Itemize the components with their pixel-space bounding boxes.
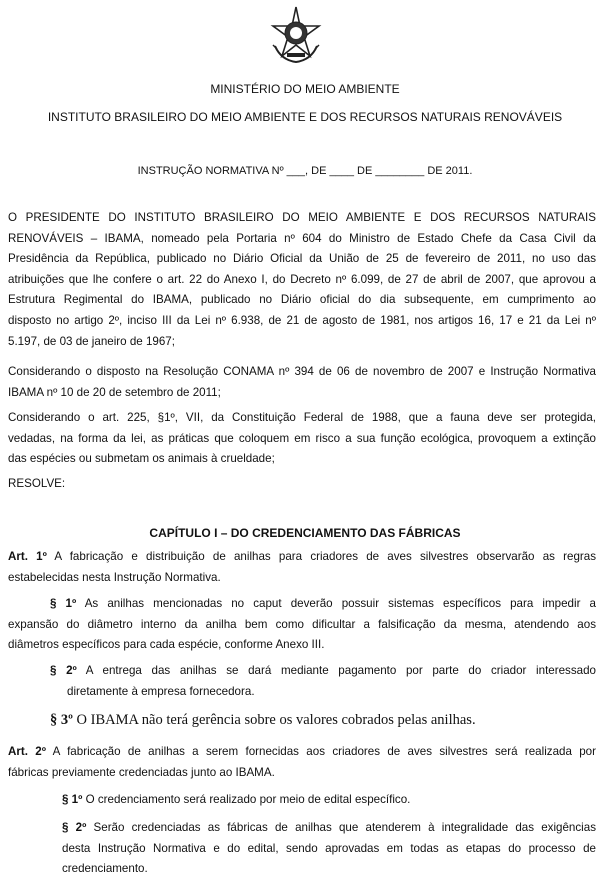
paragraph-label: § 1º	[50, 597, 77, 610]
text-line: IBAMA nº 10 de 20 de setembro de 2011;	[8, 385, 221, 399]
text-line: diâmetros específicos para cada espécie, conforme Anexo III.	[8, 638, 325, 652]
text-line: 5.197, de 03 de janeiro de 1967;	[8, 334, 175, 348]
text-line: Estrutura Regimental do IBAMA, publicado no Diário oficial do dia subsequente, em cumprimento ao	[8, 293, 596, 307]
text-line: RENOVÁVEIS – IBAMA, nomeado pela Portaria nº 604 do Ministro de Estado Chefe da Casa Civil da	[8, 231, 596, 245]
text-line: disposto no artigo 2º, inciso III da Lei nº 6.938, de 21 de agosto de 1981, nos artigos 16, 17 e 21 da Lei nº	[8, 313, 596, 327]
text-line: A entrega das anilhas se dará mediante pagamento por parte do criador interessado	[85, 664, 596, 677]
paragraph-label: § 2º	[62, 821, 87, 834]
text-line: Considerando o art. 225, §1º, VII, da Constituição Federal de 1988, que a fauna deve ser protegida,	[8, 411, 596, 424]
article-1-paragraph-2	[50, 661, 596, 702]
paragraph-label: § 1º	[62, 793, 83, 806]
resolve-text: RESOLVE:	[8, 477, 66, 490]
resolve-label	[8, 474, 596, 495]
text-line: Presidência da República, publicado no Diário Oficial da União de 25 de fevereiro de 2011, no uso das	[8, 252, 596, 266]
article-2-paragraph-1	[62, 790, 596, 811]
text-line: As anilhas mencionadas no caput deverão possuir sistemas específicos para impedir a	[84, 597, 596, 610]
instruction-title: INSTRUÇÃO NORMATIVA Nº ___, DE ____ DE ________ DE 2011.	[137, 165, 473, 177]
brazil-coat-of-arms-icon	[267, 6, 325, 64]
article-1-paragraph-3	[50, 710, 596, 731]
text-line: O credenciamento será realizado por meio de edital específico.	[85, 793, 411, 806]
institute-name: INSTITUTO BRASILEIRO DO MEIO AMBIENTE E DOS RECURSOS NATURAIS RENOVÁVEIS	[47, 110, 563, 124]
preamble-considering-2	[8, 408, 596, 470]
article-2-paragraph-2	[62, 818, 596, 880]
preamble-president	[8, 208, 596, 352]
text-line: atribuições que lhe confere o art. 22 do Anexo I, do Decreto nº 6.099, de 27 de abril de 2007, que aprovou a	[8, 272, 596, 286]
article-1-paragraph-1	[8, 594, 596, 656]
text-line: Serão credenciadas as fábricas de anilhas que atenderem à integralidade das exigências	[93, 821, 596, 834]
text-line: estabelecidas nesta Instrução Normativa.	[8, 570, 221, 584]
text-line: das espécies ou submetam os animais à crueldade;	[8, 452, 275, 466]
text-line: credenciamento.	[62, 862, 148, 876]
article-label: Art. 1º	[8, 550, 47, 563]
preamble-considering-1	[8, 362, 596, 403]
text-line: desta Instrução Normativa e do edital, sendo aprovadas em todas as etapas do processo de	[62, 841, 596, 855]
text-line: O PRESIDENTE DO INSTITUTO BRASILEIRO DO MEIO AMBIENTE E DOS RECURSOS NATURAIS	[8, 211, 596, 224]
article-1	[8, 547, 596, 588]
text-line: Considerando o disposto na Resolução CONAMA nº 394 de 06 de novembro de 2007 e Instrução Normativa	[8, 365, 596, 378]
text-line: O IBAMA não terá gerência sobre os valores cobrados pelas anilhas.	[76, 712, 476, 728]
paragraph-label: § 2º	[50, 664, 77, 677]
text-line: A fabricação de anilhas a serem fornecidas aos criadores de aves silvestres será realizada por	[52, 745, 596, 758]
text-line: diretamente à empresa fornecedora.	[67, 684, 255, 698]
text-line: A fabricação e distribuição de anilhas para criadores de aves silvestres observarão as regras	[54, 550, 596, 563]
text-line: fábricas previamente credenciadas junto ao IBAMA.	[8, 765, 275, 779]
ministry-name: MINISTÉRIO DO MEIO AMBIENTE	[210, 82, 400, 96]
article-label: Art. 2º	[8, 745, 46, 758]
paragraph-label: § 3º	[50, 712, 73, 728]
article-2	[8, 742, 596, 783]
chapter-title: CAPÍTULO I – DO CREDENCIAMENTO DAS FÁBRICAS	[149, 526, 461, 540]
text-line: vedadas, na forma da lei, as práticas que coloquem em risco a sua função ecológica, provoquem a extinção	[8, 431, 596, 445]
text-line: expansão do diâmetro interno da anilha bem como dificultar a falsificação da mesma, atendendo aos	[8, 617, 596, 631]
